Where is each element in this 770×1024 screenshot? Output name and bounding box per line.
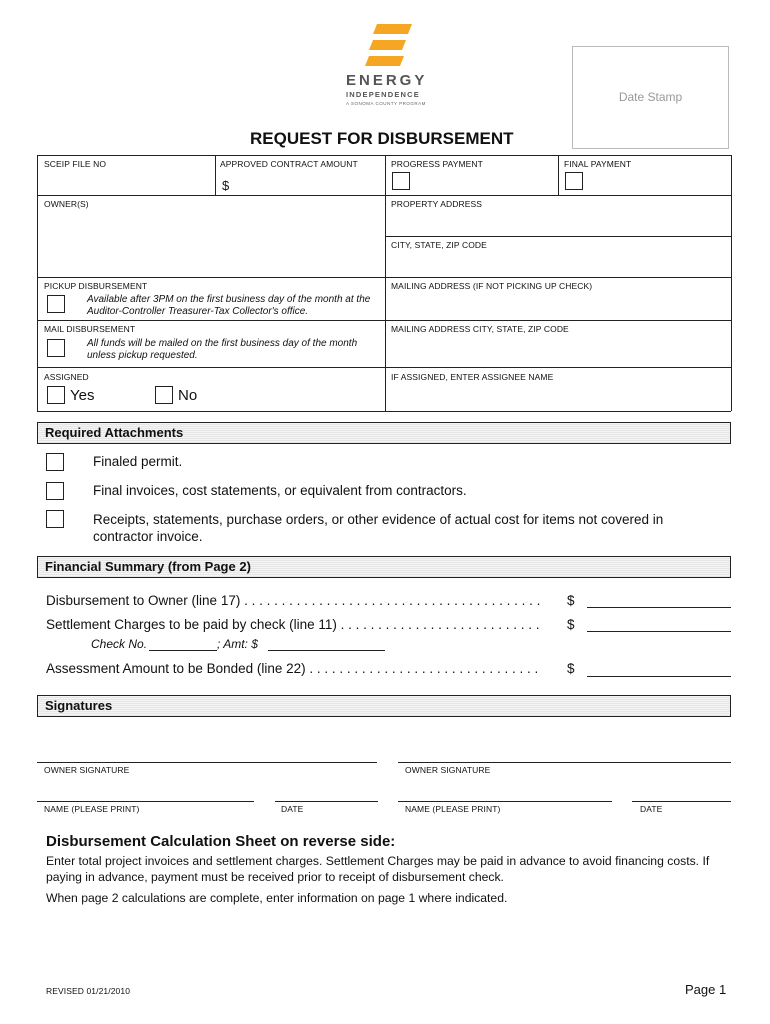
date-stamp-box[interactable]	[572, 46, 729, 149]
assessment-dollar: $	[567, 661, 575, 676]
check-no-label: Check No.	[91, 637, 148, 651]
mailing-address-field[interactable]	[388, 292, 728, 318]
assigned-yes-label: Yes	[70, 387, 95, 404]
reverse-side-para2: When page 2 calculations are complete, enter information on page 1 where indicated.	[46, 891, 508, 905]
attachment-item-permit: Finaled permit.	[93, 454, 183, 469]
logo-brand-line2: INDEPENDENCE	[346, 90, 420, 99]
owner-signature-label-2: OWNER SIGNATURE	[405, 765, 491, 775]
approved-contract-dollar: $	[222, 178, 230, 193]
assigned-label: ASSIGNED	[44, 372, 89, 382]
check-amt-field[interactable]	[268, 650, 385, 651]
disbursement-to-owner-field[interactable]	[587, 607, 731, 608]
logo-e-icon	[340, 20, 430, 72]
owners-field[interactable]	[40, 210, 382, 274]
settlement-charges-line: Settlement Charges to be paid by check (line 11) . . . . . . . . . . . . . . . . . . . . . . . . . . .	[46, 617, 540, 632]
property-address-label: PROPERTY ADDRESS	[391, 199, 483, 209]
disbursement-dollar: $	[567, 593, 575, 608]
name-print-field-1[interactable]	[37, 801, 254, 802]
date-label-1: DATE	[281, 804, 304, 814]
final-payment-label: FINAL PAYMENT	[564, 159, 632, 169]
assignee-name-label: IF ASSIGNED, ENTER ASSIGNEE NAME	[391, 372, 554, 382]
mail-note: All funds will be mailed on the first business day of the month unless pickup requested.	[87, 338, 358, 361]
disbursement-to-owner-line: Disbursement to Owner (line 17) . . . . . . . . . . . . . . . . . . . . . . . . . . . . . . . . . . . . . . . .	[46, 593, 541, 608]
final-payment-checkbox[interactable]	[565, 172, 583, 190]
pickup-note: Available after 3PM on the first business day of the month at the Auditor-Controller Treasurer-Tax Collector's office.	[87, 294, 371, 317]
logo-brand-line1: ENERGY	[346, 72, 428, 89]
city-state-zip-field[interactable]	[388, 251, 728, 275]
property-address-field[interactable]	[388, 210, 728, 234]
owner-signature-label-1: OWNER SIGNATURE	[44, 765, 130, 775]
signatures-header: Signatures	[37, 695, 731, 717]
page-title: REQUEST FOR DISBURSEMENT	[250, 129, 514, 148]
reverse-side-heading: Disbursement Calculation Sheet on reverse side:	[46, 833, 396, 850]
sceip-file-no-label: SCEIP FILE NO	[44, 159, 107, 169]
mail-disbursement-checkbox[interactable]	[47, 339, 65, 357]
attachment-item-receipts: Receipts, statements, purchase orders, or other evidence of actual cost for items not covered in contractor invoice.	[93, 512, 664, 544]
energy-independence-logo	[340, 20, 430, 110]
assignee-name-field[interactable]	[388, 384, 728, 409]
assigned-no-checkbox[interactable]	[155, 386, 173, 404]
progress-payment-checkbox[interactable]	[392, 172, 410, 190]
owners-label: OWNER(S)	[44, 199, 89, 209]
approved-contract-amount-field[interactable]	[234, 172, 380, 192]
page-number: Page 1	[685, 982, 727, 997]
check-no-field[interactable]	[149, 650, 217, 651]
revised-date: REVISED 01/21/2010	[46, 986, 131, 996]
mail-disbursement-label: MAIL DISBURSEMENT	[44, 324, 136, 334]
attachment-checkbox-invoices[interactable]	[46, 482, 64, 500]
date-label-2: DATE	[640, 804, 663, 814]
settlement-charges-field[interactable]	[587, 631, 731, 632]
name-print-field-2[interactable]	[398, 801, 612, 802]
financial-summary-header: Financial Summary (from Page 2)	[37, 556, 731, 578]
check-amt-label: ; Amt: $	[217, 637, 258, 651]
attachment-item-invoices: Final invoices, cost statements, or equivalent from contractors.	[93, 483, 467, 498]
approved-contract-amount-label: APPROVED CONTRACT AMOUNT	[220, 159, 358, 169]
assigned-yes-checkbox[interactable]	[47, 386, 65, 404]
date-field-2[interactable]	[632, 801, 731, 802]
pickup-disbursement-label: PICKUP DISBURSEMENT	[44, 281, 148, 291]
mailing-address-label: MAILING ADDRESS (IF NOT PICKING UP CHECK)	[391, 281, 593, 291]
settlement-dollar: $	[567, 617, 575, 632]
owner-signature-field-2[interactable]	[398, 762, 731, 763]
assigned-no-label: No	[178, 387, 198, 404]
date-stamp-label: Date Stamp	[618, 90, 683, 104]
city-state-zip-label: CITY, STATE, ZIP CODE	[391, 240, 487, 250]
name-print-label-2: NAME (PLEASE PRINT)	[405, 804, 501, 814]
mailing-city-state-zip-field[interactable]	[388, 335, 728, 365]
required-attachments-header: Required Attachments	[37, 422, 731, 444]
assessment-amount-line: Assessment Amount to be Bonded (line 22) . . . . . . . . . . . . . . . . . . . . . . . . . . . . . . .	[46, 661, 539, 676]
logo-brand-line3: A SONOMA COUNTY PROGRAM	[346, 101, 426, 106]
attachment-checkbox-permit[interactable]	[46, 453, 64, 471]
attachment-checkbox-receipts[interactable]	[46, 510, 64, 528]
name-print-label-1: NAME (PLEASE PRINT)	[44, 804, 140, 814]
pickup-disbursement-checkbox[interactable]	[47, 295, 65, 313]
sceip-file-no-field[interactable]	[40, 170, 212, 192]
mailing-city-state-zip-label: MAILING ADDRESS CITY, STATE, ZIP CODE	[391, 324, 569, 334]
owner-signature-field-1[interactable]	[37, 762, 377, 763]
assessment-amount-field[interactable]	[587, 676, 731, 677]
progress-payment-label: PROGRESS PAYMENT	[391, 159, 483, 169]
reverse-side-para1: Enter total project invoices and settlement charges. Settlement Charges may be paid in advance to avoid financing costs. If paying in advance, payment must be received prior to receipt of disbursement check.	[46, 854, 710, 884]
date-field-1[interactable]	[275, 801, 378, 802]
